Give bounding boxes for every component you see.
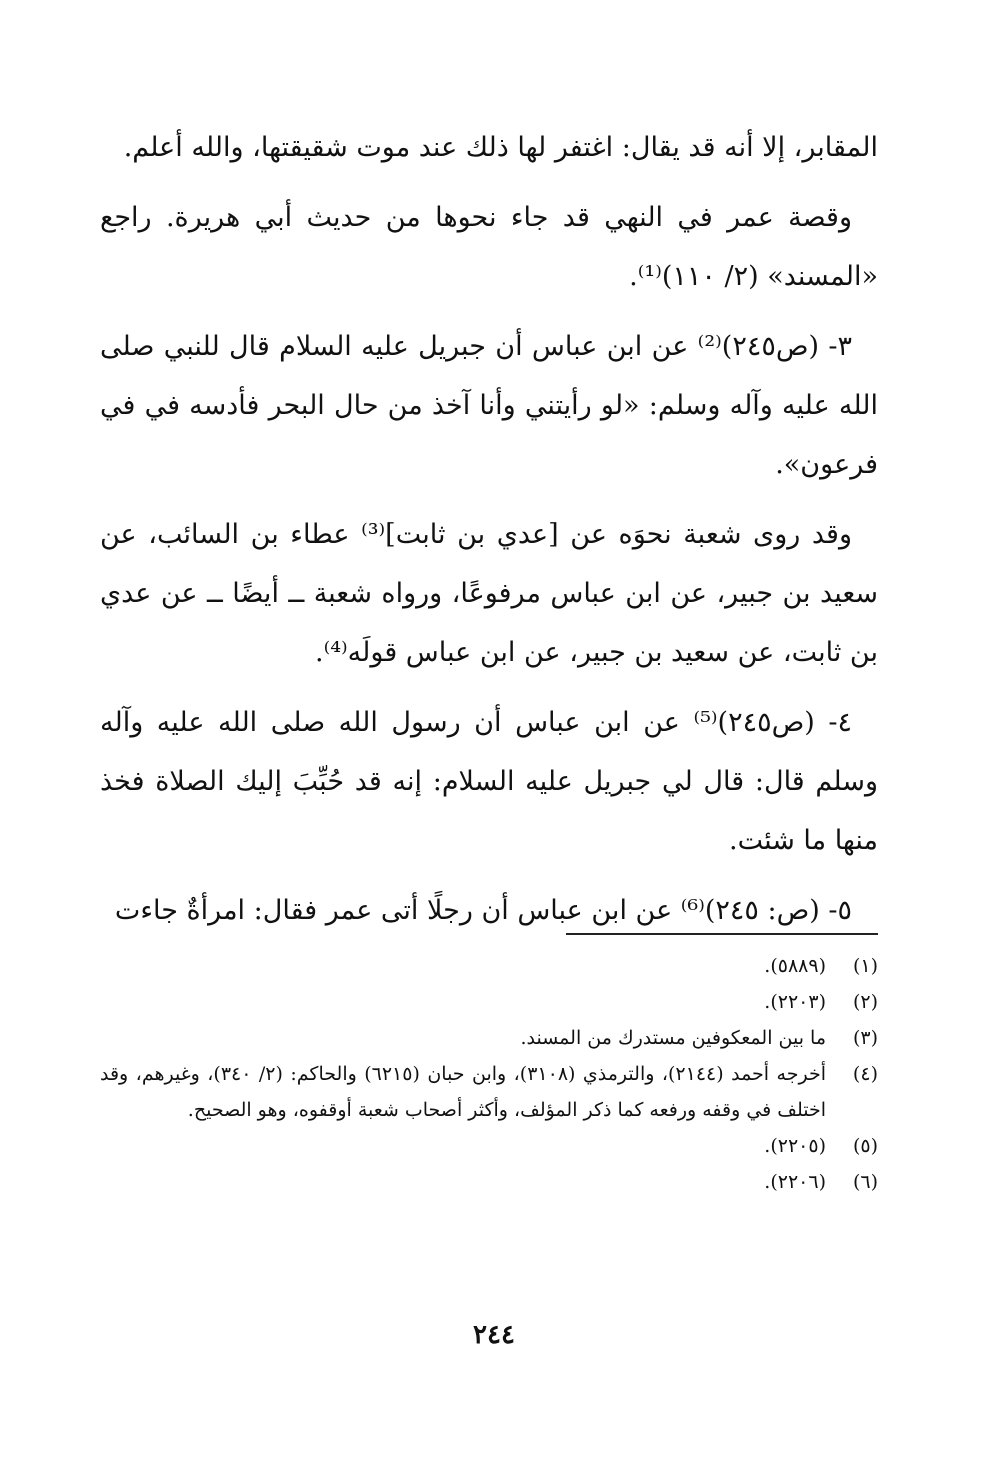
page-number: ٢٤٤ xyxy=(473,1320,515,1350)
footnote-number: (٥) xyxy=(852,1135,878,1157)
footnote-4 xyxy=(100,1056,878,1128)
footnote-1 xyxy=(100,948,878,984)
footnote-number: (١) xyxy=(852,955,878,977)
footnote-number: (٦) xyxy=(852,1171,878,1193)
paragraph-1: المقابر، إلا أنه قد يقال: اغتفر لها ذلك عند موت شقيقتها، والله أعلم. xyxy=(123,132,878,163)
paragraph-4: وقد روى شعبة نحوَه عن [عدي بن ثابت]⁽³⁾ عطاء بن السائب، عن سعيد بن جبير، عن ابن عباس مرفوعًا، ورواه شعبة ــ أيضًا ــ عن عدي بن ثابت، عن سعيد بن جبير، عن ابن عباس قولَه⁽⁴⁾. xyxy=(100,519,878,668)
footnote-3 xyxy=(100,1020,878,1056)
footnote-number: (٣) xyxy=(852,1027,878,1049)
footnote-number: (٢) xyxy=(852,991,878,1013)
paragraph-6: ٥- (ص: ٢٤٥)⁽⁶⁾ عن ابن عباس أن رجلًا أتى عمر فقال: امرأةٌ جاءت xyxy=(114,895,852,926)
footnote-text: (٢٢٠٥). xyxy=(764,1135,826,1157)
footnote-text: أخرجه أحمد (٢١٤٤)، والترمذي (٣١٠٨)، وابن حبان (٦٢١٥) والحاكم: (٢/ ٣٤٠)، وغيرهم، وقد اختلف في وقفه ورفعه كما ذكر المؤلف، وأكثر أصحاب شعبة أوقفوه، وهو الصحيح. xyxy=(100,1063,826,1121)
footnote-text: ما بين المعكوفين مستدرك من المسند. xyxy=(520,1027,826,1049)
paragraph-2: وقصة عمر في النهي قد جاء نحوها من حديث أبي هريرة. راجع «المسند» (٢/ ١١٠)⁽¹⁾. xyxy=(100,202,878,292)
paragraph-5: ٤- (ص٢٤٥)⁽⁵⁾ عن ابن عباس أن رسول الله صلى الله عليه وآله وسلم قال: قال لي جبريل عليه السلام: إنه قد حُبِّبَ إليك الصلاة فخذ منها ما شئت. xyxy=(100,707,878,856)
footnote-5 xyxy=(100,1128,878,1164)
footnote-text: (٢٢٠٣). xyxy=(764,991,826,1013)
footnote-text: (٥٨٨٩). xyxy=(764,955,826,977)
footnote-number: (٤) xyxy=(852,1063,878,1085)
footnote-divider xyxy=(566,933,878,935)
footnotes xyxy=(100,948,878,1200)
footnote-6 xyxy=(100,1164,878,1200)
paragraph-3: ٣- (ص٢٤٥)⁽²⁾ عن ابن عباس أن جبريل عليه السلام قال للنبي صلى الله عليه وآله وسلم: «لو رأيتني وأنا آخذ من حال البحر فأدسه في في فرعون». xyxy=(100,331,878,480)
main-text xyxy=(100,118,878,951)
footnote-text: (٢٢٠٦). xyxy=(764,1171,826,1193)
footnote-2 xyxy=(100,984,878,1020)
